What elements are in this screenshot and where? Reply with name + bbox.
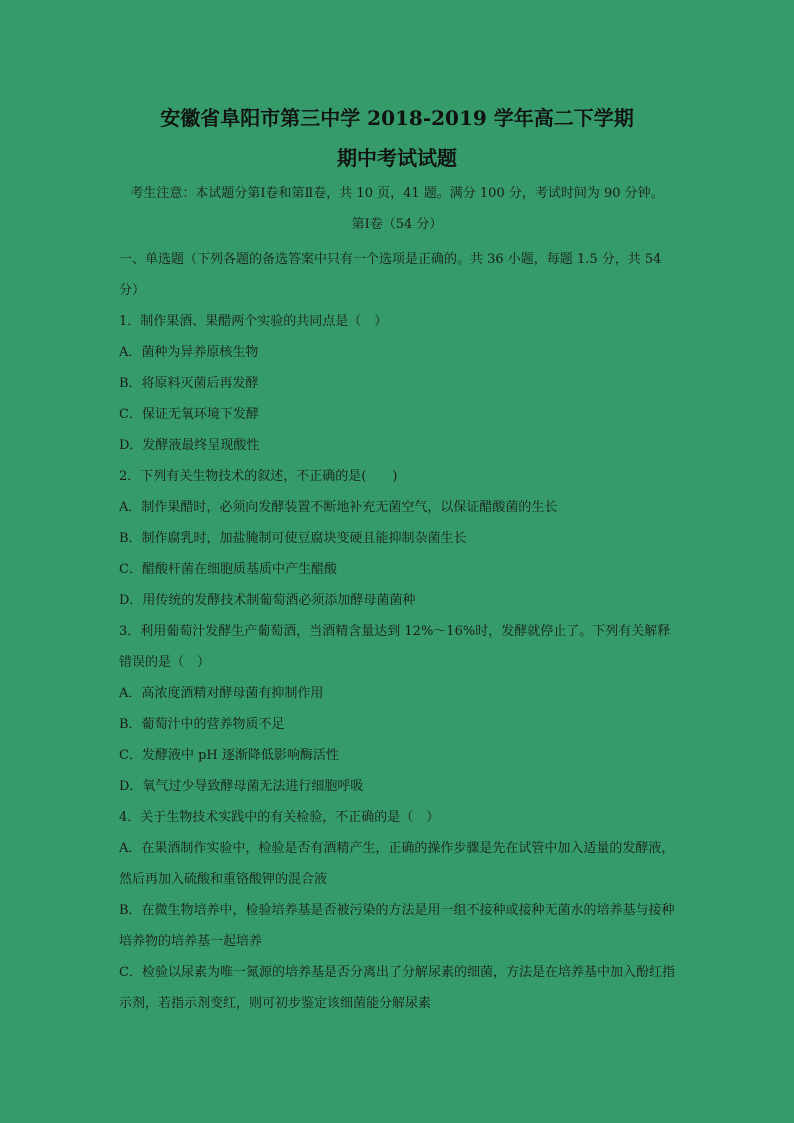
instructions: 一、单选题（下列各题的备选答案中只有一个选项是正确的。共 36 小题，每题 1.5 分，共 54 分） (119, 252, 662, 298)
question-option: D．氧气过少导致酵母菌无法进行细胞呼吸 (119, 779, 364, 794)
question-option: A．在果酒制作实验中，检验是否有酒精产生，正确的操作步骤是先在试管中加入适量的发酵液，然后再加入硫酸和重铬酸钾的混合液 (119, 841, 675, 887)
question-option: B．在微生物培养中，检验培养基是否被污染的方法是用一组不接种或接种无菌水的培养基与接种培养物的培养基一起培养 (119, 903, 675, 949)
question-2 (119, 461, 679, 616)
question-stem: 1．制作果酒、果醋两个实验的共同点是（ ） (119, 314, 388, 329)
exam-title-line2: 期中考试试题 (337, 146, 457, 170)
question-option: D．用传统的发酵技术制葡萄酒必须添加酵母菌菌种 (119, 593, 416, 608)
question-1 (119, 306, 679, 461)
question-option: C．发酵液中 pH 逐渐降低影响酶活性 (119, 748, 339, 763)
question-option: B．制作腐乳时，加盐腌制可使豆腐块变硬且能抑制杂菌生长 (119, 531, 467, 546)
question-option: B．将原料灭菌后再发酵 (119, 376, 259, 391)
question-stem: 3．利用葡萄汁发酵生产葡萄酒，当酒精含量达到 12%～16%时，发酵就停止了。下列有关解释错误的是（ ） (119, 624, 671, 670)
section-heading: 第Ⅰ卷（54 分） (351, 217, 443, 232)
exam-title-line1: 安徽省阜阳市第三中学 2018-2019 学年高二下学期 (160, 106, 634, 130)
question-body (119, 244, 679, 1019)
question-option: D．发酵液最终呈现酸性 (119, 438, 260, 453)
exam-notice: 考生注意：本试题分第Ⅰ卷和第Ⅱ卷，共 10 页，41 题。满分 100 分，考试时间为 90 分钟。 (130, 186, 664, 201)
question-stem: 2．下列有关生物技术的叙述，不正确的是( ) (119, 469, 398, 484)
question-3 (119, 616, 679, 802)
question-4 (119, 802, 679, 1019)
question-option: C．检验以尿素为唯一氮源的培养基是否分离出了分解尿素的细菌，方法是在培养基中加入酚红指示剂，若指示剂变红，则可初步鉴定该细菌能分解尿素 (119, 965, 675, 1011)
question-option: A．制作果醋时，必须向发酵装置不断地补充无菌空气，以保证醋酸菌的生长 (119, 500, 558, 515)
question-option: B．葡萄汁中的营养物质不足 (119, 717, 285, 732)
question-option: C．保证无氧环境下发酵 (119, 407, 259, 422)
question-option: A．高浓度酒精对酵母菌有抑制作用 (119, 686, 324, 701)
question-option: A．菌种为异养原核生物 (119, 345, 259, 360)
question-stem: 4．关于生物技术实践中的有关检验，不正确的是（ ） (119, 810, 440, 825)
question-option: C．醋酸杆菌在细胞质基质中产生醋酸 (119, 562, 337, 577)
